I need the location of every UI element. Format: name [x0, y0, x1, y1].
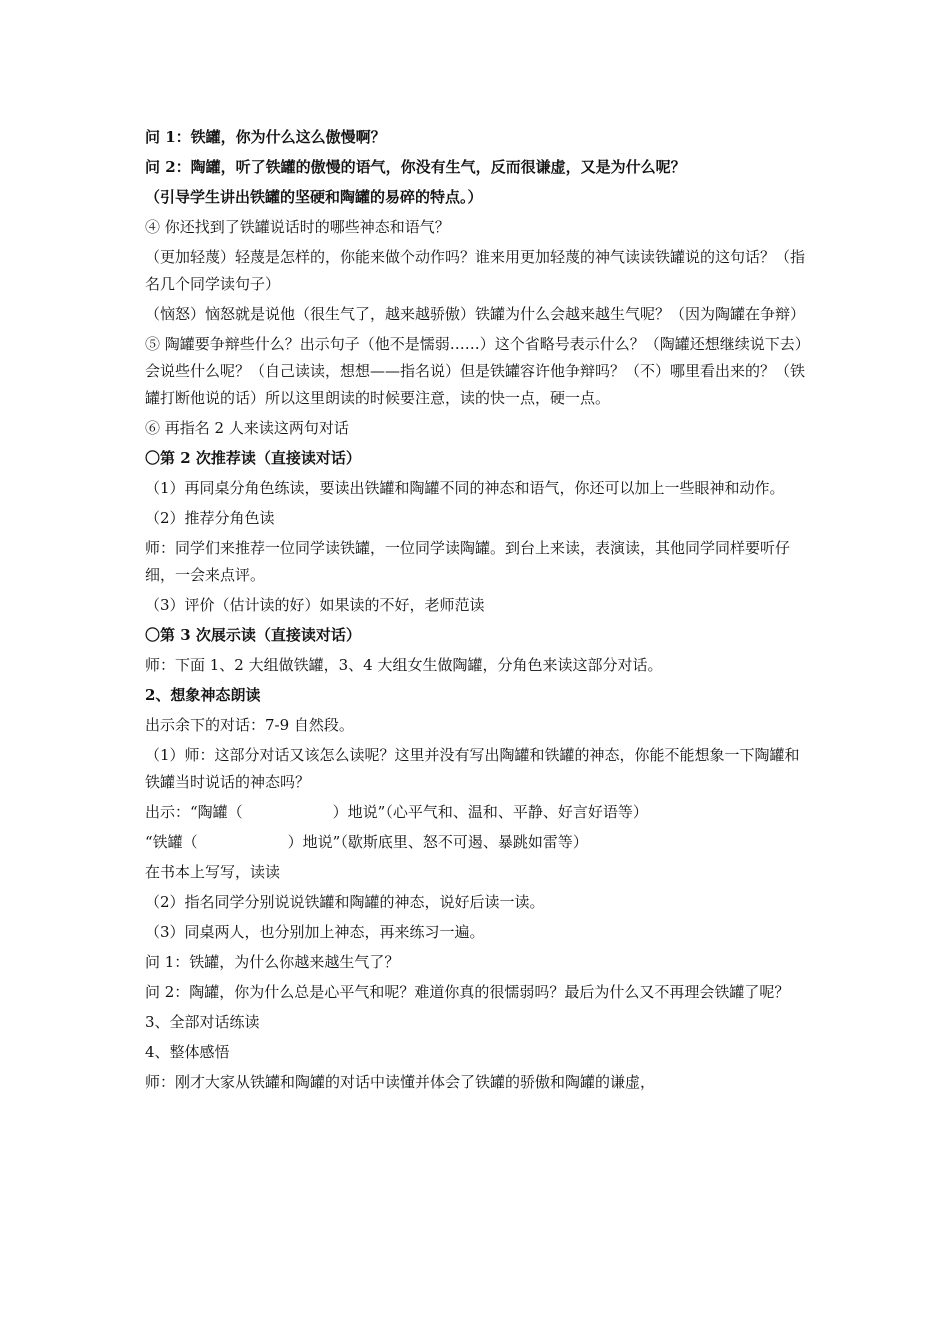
- section-heading: 〇第 2 次推荐读（直接读对话）: [145, 449, 361, 467]
- step-4: ④ 你还找到了铁罐说话时的哪些神态和语气？: [145, 218, 450, 236]
- section-heading: 4、整体感悟: [145, 1043, 230, 1061]
- paragraph: （恼怒）恼怒就是说他（很生气了，越来越骄傲）铁罐为什么会越来越生气呢？（因为陶罐在争辩）: [145, 305, 806, 323]
- paragraph: 师：下面 1、2 大组做铁罐，3、4 大组女生做陶罐，分角色来读这部分对话。: [145, 656, 663, 674]
- paragraph: （3）评价（估计读的好）如果读的不好，老师范读: [145, 596, 485, 614]
- question-line: 问 1：铁罐，为什么你越来越生气了？: [145, 953, 400, 971]
- step-6: ⑥ 再指名 2 人来读这两句对话: [145, 419, 349, 437]
- paragraph: 师：刚才大家从铁罐和陶罐的对话中读懂并体会了铁罐的骄傲和陶罐的谦虚，: [145, 1073, 656, 1091]
- paragraph: 出示余下的对话：7-9 自然段。: [145, 716, 354, 734]
- paragraph: 师：同学们来推荐一位同学读铁罐，一位同学读陶罐。到台上来读，表演读，其他同学同样要听仔细，一会来点评。: [145, 539, 791, 584]
- section-heading: 2、想象神态朗读: [145, 686, 261, 704]
- section-heading: 〇第 3 次展示读（直接读对话）: [145, 626, 361, 644]
- paragraph: （2）指名同学分别说说铁罐和陶罐的神态，说好后读一读。: [145, 893, 545, 911]
- guidance-note: （引导学生讲出铁罐的坚硬和陶罐的易碎的特点。）: [145, 188, 483, 206]
- paragraph: （3）同桌两人，也分别加上神态，再来练习一遍。: [145, 923, 485, 941]
- paragraph: （1）再同桌分角色练读，要读出铁罐和陶罐不同的神态和语气，你还可以加上一些眼神和动作。: [145, 479, 785, 497]
- question-line: 问 2：陶罐，听了铁罐的傲慢的语气，你没有生气，反而很谦虚，又是为什么呢？: [145, 158, 686, 176]
- paragraph: （更加轻蔑）轻蔑是怎样的，你能来做个动作吗？谁来用更加轻蔑的神气读读铁罐说的这句话？（指名几个同学读句子）: [145, 248, 806, 293]
- paragraph: （1）师：这部分对话又该怎么读呢？这里并没有写出陶罐和铁罐的神态，你能不能想象一下陶罐和铁罐当时说话的神态吗？: [145, 746, 800, 791]
- paragraph: 在书本上写写，读读: [145, 863, 281, 881]
- question-line: 问 1：铁罐，你为什么这么傲慢啊？: [145, 128, 386, 146]
- question-line: 问 2：陶罐，你为什么总是心平气和呢？难道你真的很懦弱吗？最后为什么又不再理会铁罐了呢？: [145, 983, 790, 1001]
- paragraph: “铁罐（ ）地说”（歇斯底里、怒不可遏、暴跳如雷等）: [145, 833, 588, 851]
- document-body: [145, 124, 813, 1099]
- section-heading: 3、全部对话练读: [145, 1013, 260, 1031]
- paragraph: 出示：“陶罐（ ）地说”（心平气和、温和、平静、好言好语等）: [145, 803, 648, 821]
- paragraph: （2）推荐分角色读: [145, 509, 275, 527]
- step-5: ⑤ 陶罐要争辩些什么？出示句子（他不是懦弱……）这个省略号表示什么？（陶罐还想继续说下去）会说些什么呢？（自己读读，想想——指名说）但是铁罐容许他争辩吗？（不）哪里看出来的？（铁罐打断他说的话）所以这里朗读的时候要注意，读的快一点，硬一点。: [145, 335, 810, 407]
